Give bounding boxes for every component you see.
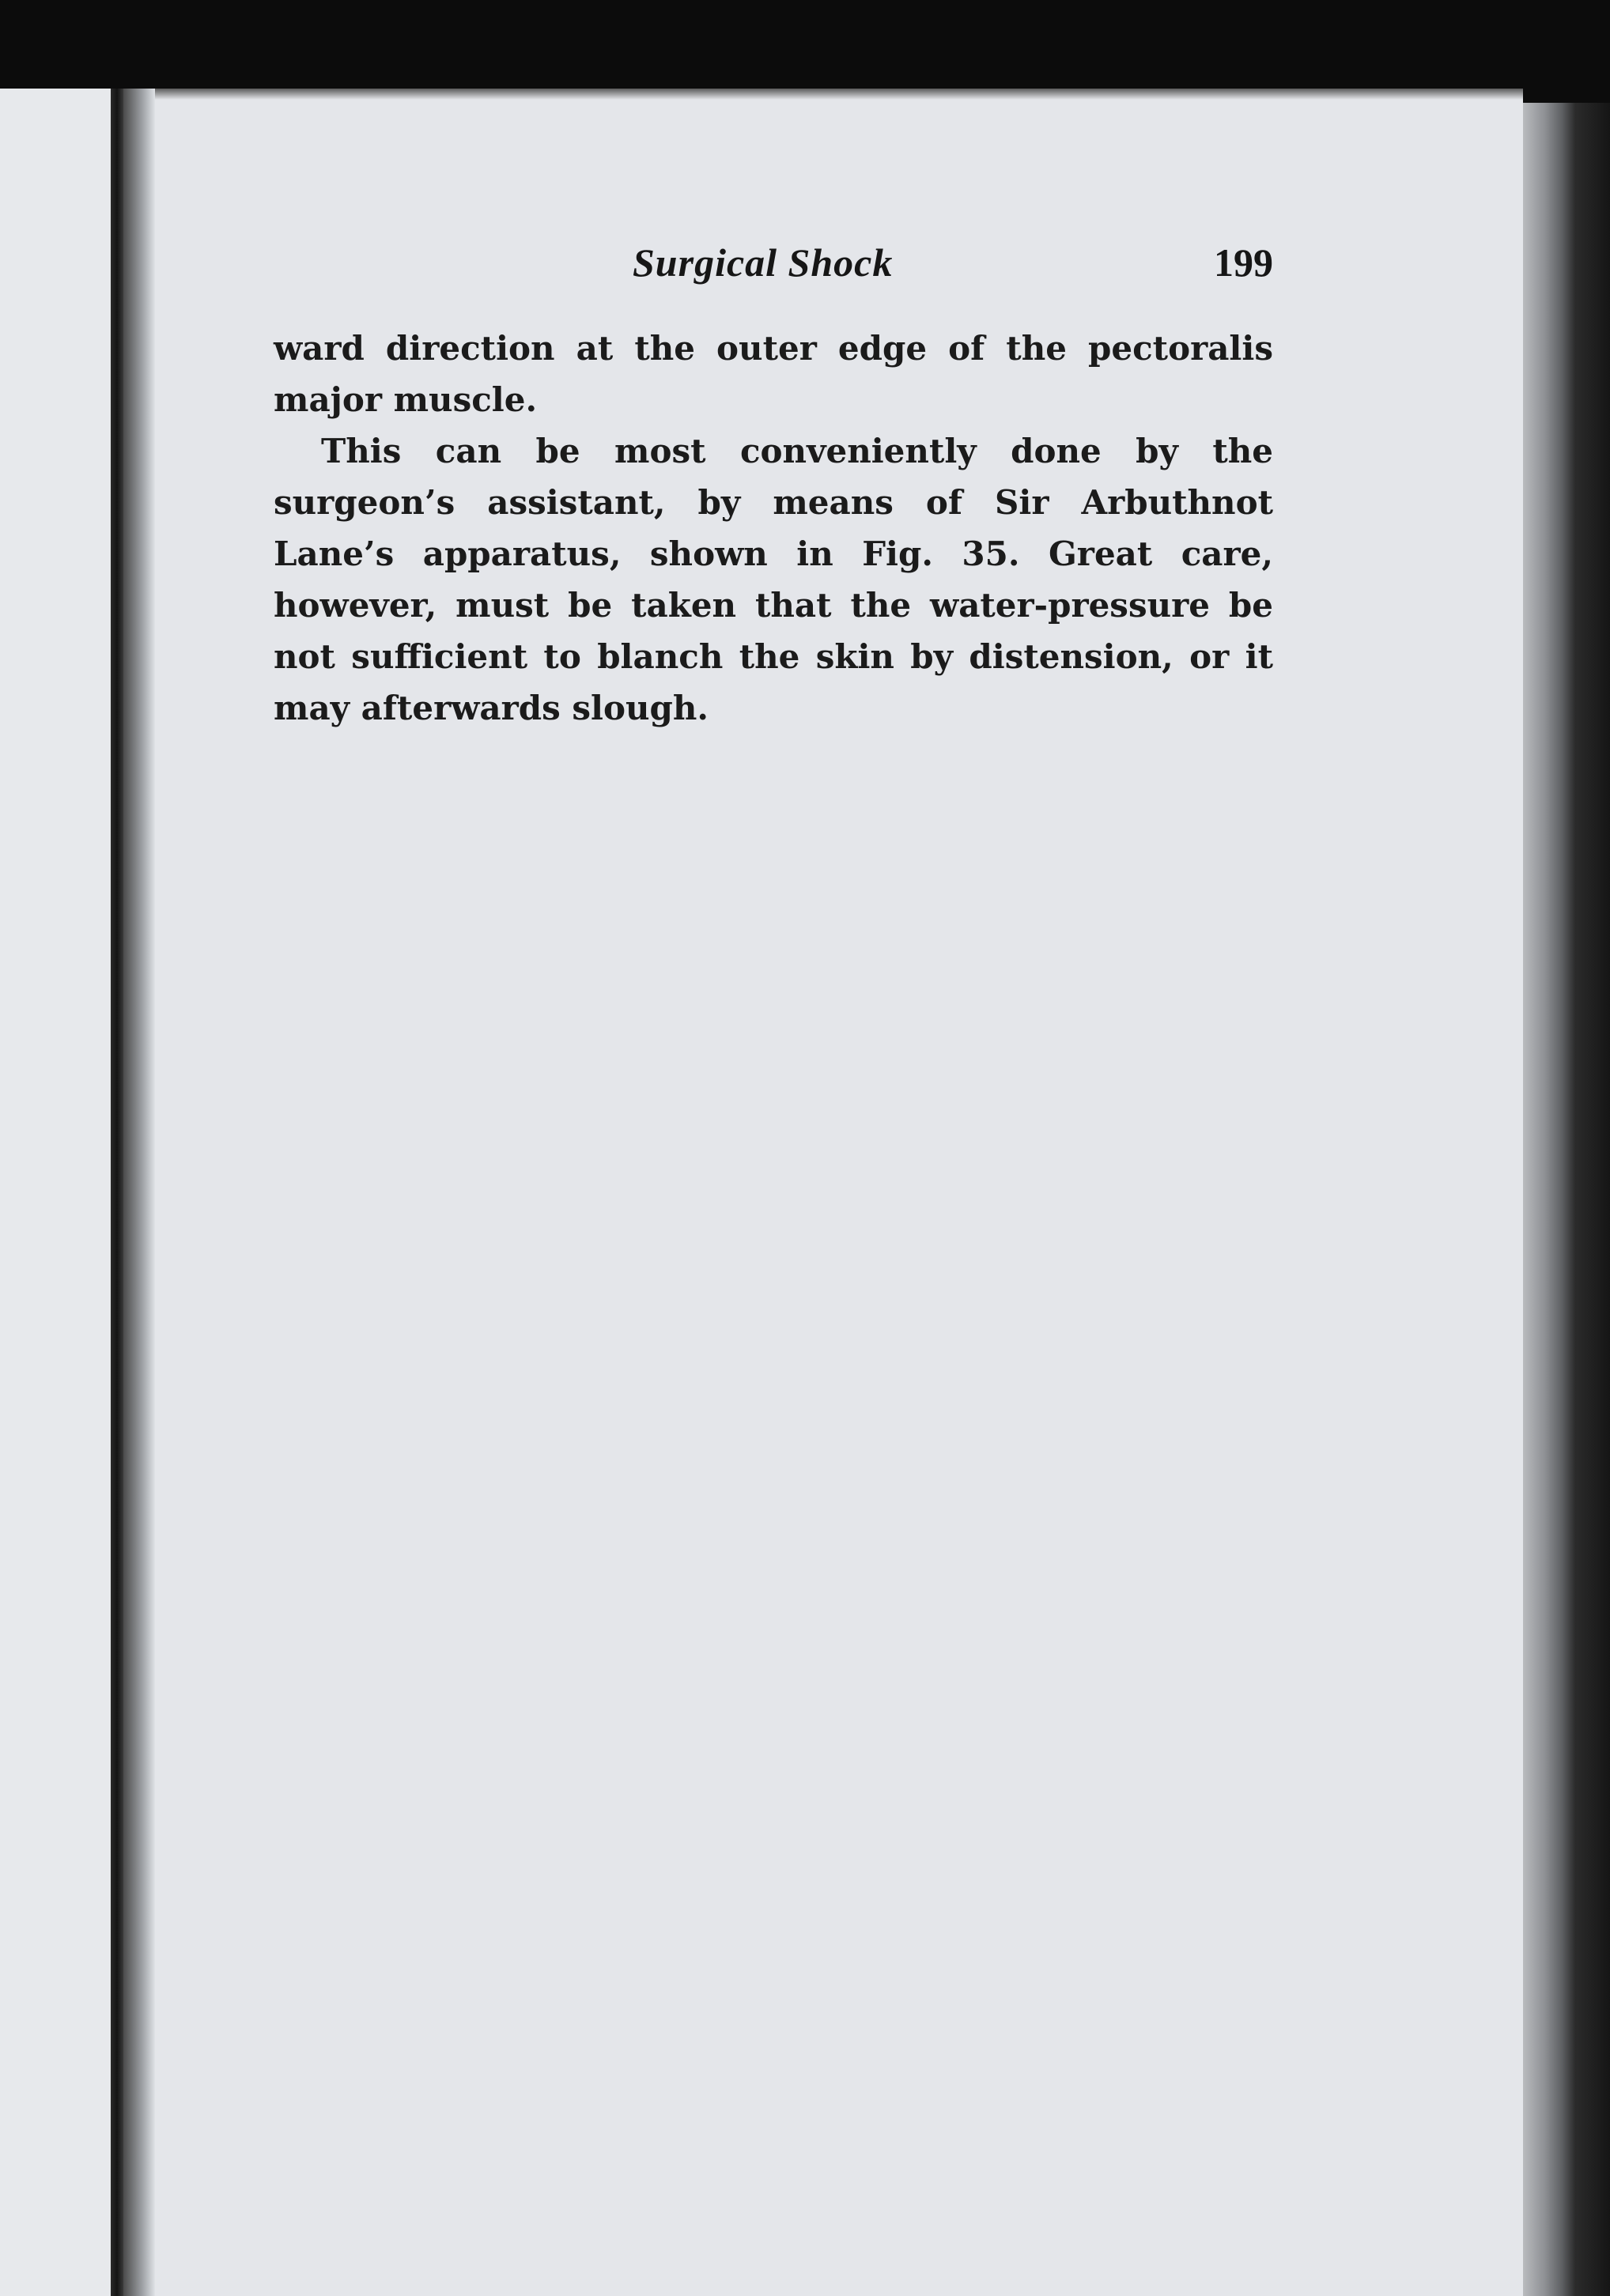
body-text xyxy=(274,323,1273,734)
paragraph-continuation: ward direction at the outer edge of the pectoralis major muscle. xyxy=(274,329,1273,419)
page-fore-edge xyxy=(1523,103,1610,2296)
spine-shadow xyxy=(123,89,155,2296)
paragraph: This can be most conveniently done by the surgeon’s assistant, by means of Sir Arbuthnot Lane’s apparatus, shown in Fig. 35. Great care, however, must be taken that the water-pressure be not sufficient to blanch the skin by distension, or it may afterwards slough. xyxy=(274,432,1273,727)
page-top-shadow xyxy=(155,89,1523,100)
page-header xyxy=(633,240,1273,287)
page-number: 199 xyxy=(1214,240,1273,285)
running-title: Surgical Shock xyxy=(633,240,894,285)
left-page-edge xyxy=(111,89,123,2296)
